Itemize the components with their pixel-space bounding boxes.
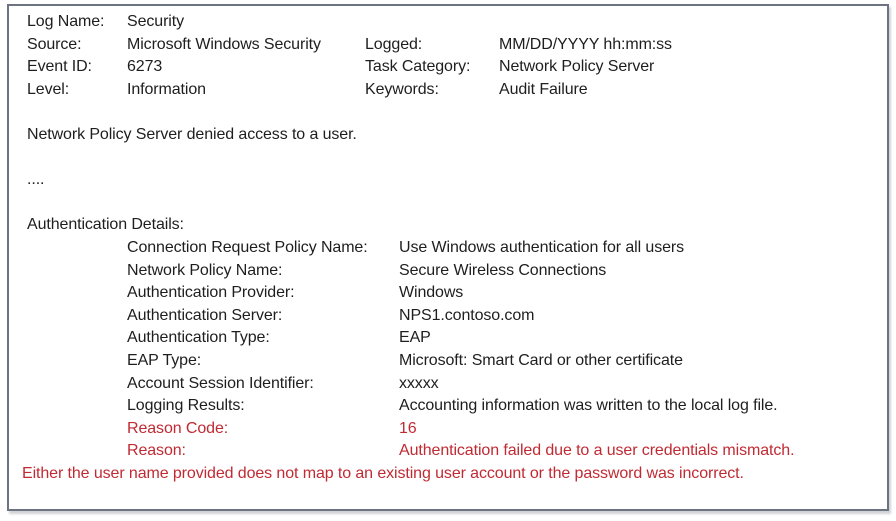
field-label: Logged:	[365, 35, 423, 53]
event-header	[18, 11, 879, 101]
detail-row	[18, 350, 879, 373]
reason-footnote: Either the user name provided does not map to an existing user account or the password was incorrect.	[22, 464, 744, 482]
field-value: Microsoft Windows Security	[127, 35, 321, 53]
detail-value: Secure Wireless Connections	[399, 261, 607, 279]
event-description: Network Policy Server denied access to a user.	[27, 125, 357, 143]
field-value: Security	[127, 13, 184, 30]
field-label: Keywords:	[365, 80, 439, 98]
authentication-details-list	[18, 237, 879, 463]
header-row-event-id	[18, 56, 879, 79]
detail-row	[18, 395, 879, 418]
detail-label: Authentication Server:	[127, 306, 283, 324]
detail-value: NPS1.contoso.com	[399, 306, 535, 324]
detail-row	[18, 237, 879, 260]
event-log-panel	[7, 4, 889, 511]
detail-label: Reason:	[127, 442, 186, 460]
field-label: Log Name:	[27, 13, 105, 30]
detail-row	[18, 327, 879, 350]
detail-value: EAP	[399, 329, 431, 347]
detail-value: 16	[399, 419, 417, 437]
detail-value: xxxxx	[399, 374, 439, 392]
detail-value: Windows	[399, 284, 464, 302]
detail-label: Authentication Provider:	[127, 284, 295, 302]
detail-label: Connection Request Policy Name:	[127, 238, 368, 256]
detail-row	[18, 260, 879, 283]
detail-label: Account Session Identifier:	[127, 374, 314, 392]
detail-value: Use Windows authentication for all users	[399, 238, 685, 256]
field-value: 6273	[127, 58, 163, 76]
detail-row-reason	[18, 440, 879, 463]
field-value: MM/DD/YYYY hh:mm:ss	[499, 35, 672, 53]
field-label: Event ID:	[27, 58, 92, 76]
detail-row	[18, 305, 879, 328]
field-value: Audit Failure	[499, 80, 588, 98]
detail-label: EAP Type:	[127, 351, 202, 369]
field-label: Task Category:	[365, 58, 471, 76]
detail-row	[18, 373, 879, 396]
detail-label: Reason Code:	[127, 419, 229, 437]
field-value	[499, 11, 879, 34]
detail-label: Authentication Type:	[127, 329, 270, 347]
detail-value: Accounting information was written to the local log file.	[399, 397, 778, 415]
ellipsis-text: ....	[27, 171, 45, 189]
detail-row-reason-code	[18, 418, 879, 441]
authentication-details-title: Authentication Details:	[27, 216, 184, 234]
field-label: Level:	[27, 80, 70, 98]
detail-row	[18, 282, 879, 305]
header-row-level	[18, 79, 879, 102]
detail-value: Microsoft: Smart Card or other certificate	[399, 351, 683, 369]
header-row-source	[18, 34, 879, 57]
field-label	[365, 11, 499, 34]
field-label: Source:	[27, 35, 82, 53]
detail-label: Logging Results:	[127, 397, 245, 415]
detail-value: Authentication failed due to a user credentials mismatch.	[399, 442, 795, 460]
field-value: Information	[127, 80, 206, 98]
detail-label: Network Policy Name:	[127, 261, 283, 279]
header-row-log-name	[18, 11, 879, 34]
field-value: Network Policy Server	[499, 58, 655, 76]
